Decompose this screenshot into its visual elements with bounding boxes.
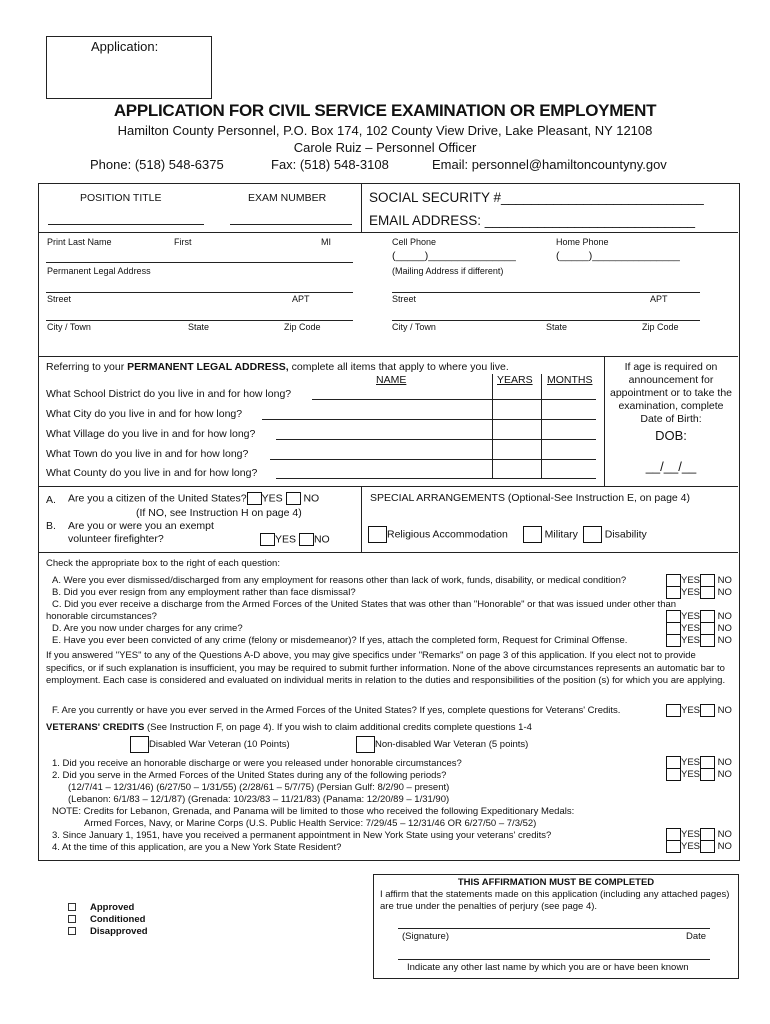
signature-field[interactable] bbox=[398, 919, 710, 929]
page-title: APPLICATION FOR CIVIL SERVICE EXAMINATION OR EMPLOYMENT bbox=[113, 101, 657, 120]
email-field[interactable]: EMAIL ADDRESS: ____________________________ bbox=[369, 213, 696, 228]
header-address: Hamilton County Personnel, P.O. Box 174, 102 County View Drive, Lake Pleasant, NY 12108 bbox=[117, 123, 653, 138]
veterans-periods-2: (Lebanon: 6/1/83 – 12/1/87) (Grenada: 10/23/83 – 11/21/83) (Panama: 12/20/89 – 1/31/90) bbox=[68, 794, 450, 805]
citizen-no-checkbox[interactable] bbox=[286, 492, 301, 505]
residence-question: What School District do you live in and for how long? bbox=[46, 388, 292, 400]
col-name-header: NAME bbox=[376, 374, 407, 386]
disapproved-checkbox[interactable] bbox=[68, 927, 76, 935]
citizen-note: (If NO, see Instruction H on page 4) bbox=[136, 507, 302, 519]
first-name-label: First bbox=[174, 237, 192, 247]
other-name-field[interactable] bbox=[398, 950, 710, 960]
conduct-question-c-cont: honorable circumstances? bbox=[46, 611, 157, 622]
veterans-yn-3: YES NO bbox=[666, 828, 732, 841]
perm-city-field[interactable] bbox=[46, 308, 353, 321]
residence-question: What Village do you live in and for how long? bbox=[46, 428, 256, 440]
veterans-q1: 1. Did you receive an honorable discharge or were you released under honorable circumstances? bbox=[52, 758, 462, 769]
conduct-remarks: If you answered "YES" to any of the Questions A-D above, you may give specifics under "Remarks" on page 3 of this application. If you elect not to provide specifics, or if such explanation is insufficient, you may be required to submit further information. None of the above circumstances represents an automatic bar to employment. Each case is considered and evaluated on individual merits in relation to the duties and responsibilities of the position (s) for which you are applying. bbox=[46, 650, 726, 686]
affirmation-text: I affirm that the statements made on this application (including any attached pages) are true under the penalties of perjury (see page 4). bbox=[380, 889, 730, 912]
exam-number-label: EXAM NUMBER bbox=[248, 192, 327, 204]
veterans-note-1: NOTE: Credits for Lebanon, Grenada, and Panama will be limited to those who received the following Expeditionary Medals: bbox=[52, 806, 575, 817]
veterans-q2: 2. Did you serve in the Armed Forces of the United States during any of the following periods? bbox=[52, 770, 447, 781]
military-checkbox[interactable] bbox=[523, 526, 542, 543]
residence-answer[interactable] bbox=[312, 386, 596, 400]
firefighter-options: YES NO bbox=[260, 533, 330, 546]
yes-checkbox[interactable] bbox=[666, 586, 681, 599]
street-label: Street bbox=[47, 294, 72, 304]
position-title-field[interactable] bbox=[48, 211, 204, 225]
citizen-yes-checkbox[interactable] bbox=[247, 492, 262, 505]
yes-checkbox[interactable] bbox=[666, 634, 681, 647]
divider bbox=[38, 552, 738, 553]
special-options: Religious Accommodation Military Disability bbox=[368, 526, 647, 543]
signature-label: (Signature) bbox=[402, 931, 449, 942]
header-fax: Fax: (518) 548-3108 bbox=[271, 157, 389, 172]
header-phone: Phone: (518) 548-6375 bbox=[90, 157, 224, 172]
state-label: State bbox=[188, 322, 210, 332]
cell-phone-label: Cell Phone bbox=[392, 237, 437, 247]
street-label: Street bbox=[392, 294, 417, 304]
mailing-address-label: (Mailing Address if different) bbox=[392, 266, 504, 276]
no-checkbox[interactable] bbox=[700, 704, 715, 717]
conduct-question-e: E. Have you ever been convicted of any crime (felony or misdemeanor)? If yes, attach the completed form, Request for Criminal Offense. bbox=[52, 635, 628, 646]
veterans-note-2: Armed Forces, Navy, or Marine Corps (U.S. Public Health Service: 7/29/45 – 12/31/46 OR 6/27/50 – 7/3/52) bbox=[84, 818, 537, 829]
residence-question: What County do you live in and for how long? bbox=[46, 467, 258, 479]
approved-checkbox[interactable] bbox=[68, 903, 76, 911]
firefighter-question-2: volunteer firefighter? bbox=[68, 533, 164, 545]
disabled-veteran-option: Disabled War Veteran (10 Points) bbox=[130, 736, 290, 753]
col-years-header: YEARS bbox=[497, 374, 533, 386]
last-name-label: Print Last Name bbox=[47, 237, 112, 247]
name-field[interactable] bbox=[46, 248, 353, 263]
conduct-question-b: B. Did you ever resign from any employment rather than face dismissal? bbox=[52, 587, 356, 598]
date-label: Date bbox=[686, 931, 707, 942]
residence-answer[interactable] bbox=[270, 446, 596, 460]
divider bbox=[361, 183, 362, 232]
veterans-q3: 3. Since January 1, 1951, have you received a permanent appointment in New York State using your veterans' credits? bbox=[52, 830, 552, 841]
mi-label: MI bbox=[321, 237, 331, 247]
home-phone-label: Home Phone bbox=[556, 237, 609, 247]
conditioned-checkbox[interactable] bbox=[68, 915, 76, 923]
conduct-intro: Check the appropriate box to the right of each question: bbox=[46, 558, 280, 569]
firefighter-yes-checkbox[interactable] bbox=[260, 533, 275, 546]
other-name-label: Indicate any other last name by which you are or have been known bbox=[407, 962, 689, 973]
status-disapproved: Disapproved bbox=[68, 926, 148, 937]
disabled-veteran-checkbox[interactable] bbox=[130, 736, 149, 753]
no-checkbox[interactable] bbox=[700, 840, 715, 853]
veterans-yn-2: YES NO bbox=[666, 768, 732, 781]
mail-city-field[interactable] bbox=[392, 308, 700, 321]
apt-label: APT bbox=[292, 294, 310, 304]
age-note: If age is required on announcement for appointment or to take the examination, complete Date of Birth: bbox=[610, 361, 732, 425]
citizen-question: Are you a citizen of the United States? YES NO bbox=[68, 492, 320, 505]
perm-street-field[interactable] bbox=[46, 280, 353, 293]
conduct-yn-d: YES NO bbox=[666, 622, 732, 635]
residence-intro: Referring to your PERMANENT LEGAL ADDRESS, complete all items that apply to where you live. bbox=[46, 361, 509, 373]
citizen-a-label: A. bbox=[46, 494, 56, 506]
yes-checkbox[interactable] bbox=[666, 768, 681, 781]
residence-question: What Town do you live in and for how long? bbox=[46, 448, 249, 460]
non-disabled-veteran-option: Non-disabled War Veteran (5 points) bbox=[356, 736, 528, 753]
divider bbox=[361, 486, 362, 552]
status-approved: Approved bbox=[68, 902, 134, 913]
armed-forces-question: F. Are you currently or have you ever served in the Armed Forces of the United States? If yes, complete questions for Veterans' Credits. bbox=[52, 705, 621, 716]
conduct-yn-c: YES NO bbox=[666, 610, 732, 623]
yes-checkbox[interactable] bbox=[666, 840, 681, 853]
home-phone-field[interactable]: (_____)_______________ bbox=[556, 250, 680, 262]
special-arrangements-title: SPECIAL ARRANGEMENTS (Optional-See Instruction E, on page 4) bbox=[370, 492, 690, 504]
firefighter-b-label: B. bbox=[46, 520, 56, 532]
conduct-yn-e: YES NO bbox=[666, 634, 732, 647]
veterans-periods-1: (12/7/41 – 12/31/46) (6/27/50 – 1/31/55) (2/28/61 – 5/7/75) (Persian Gulf: 8/2/90 – present) bbox=[68, 782, 450, 793]
affirmation-title: THIS AFFIRMATION MUST BE COMPLETED bbox=[457, 877, 655, 888]
divider bbox=[38, 356, 738, 357]
armed-forces-yn: YES NO bbox=[666, 704, 732, 717]
dob-label: DOB: bbox=[655, 428, 687, 443]
residence-answer[interactable] bbox=[262, 406, 596, 420]
zip-label: Zip Code bbox=[642, 322, 679, 332]
dob-field[interactable]: __/__/__ bbox=[645, 459, 697, 474]
conduct-question-a: A. Were you ever dismissed/discharged from any employment for reasons other than lack of work, funds, disability, or medical condition? bbox=[52, 575, 627, 586]
city-label: City / Town bbox=[392, 322, 436, 332]
conduct-question-c: C. Did you ever receive a discharge from the Armed Forces of the United States that was other than "Honorable" or that was issued under other than bbox=[52, 599, 677, 610]
col-months-header: MONTHS bbox=[547, 374, 593, 386]
divider bbox=[38, 232, 738, 233]
mail-street-field[interactable] bbox=[392, 280, 700, 293]
apt-label: APT bbox=[650, 294, 668, 304]
veterans-yn-4: YES NO bbox=[666, 840, 732, 853]
affirmation-box bbox=[373, 874, 739, 979]
city-label: City / Town bbox=[47, 322, 91, 332]
divider bbox=[38, 486, 738, 487]
residence-answer[interactable] bbox=[276, 426, 596, 440]
no-checkbox[interactable] bbox=[700, 634, 715, 647]
residence-question: What City do you live in and for how long? bbox=[46, 408, 243, 420]
no-checkbox[interactable] bbox=[700, 768, 715, 781]
zip-label: Zip Code bbox=[284, 322, 321, 332]
perm-address-label: Permanent Legal Address bbox=[47, 266, 151, 276]
conduct-yn-b: YES NO bbox=[666, 586, 732, 599]
firefighter-question: Are you or were you an exempt bbox=[68, 520, 214, 532]
no-checkbox[interactable] bbox=[700, 586, 715, 599]
header-email: Email: personnel@hamiltoncountyny.gov bbox=[432, 157, 667, 172]
disability-checkbox[interactable] bbox=[583, 526, 602, 543]
firefighter-no-checkbox[interactable] bbox=[299, 533, 314, 546]
cell-phone-field[interactable]: (_____)_______________ bbox=[392, 250, 516, 262]
ssn-field[interactable]: SOCIAL SECURITY #___________________________ bbox=[369, 190, 704, 205]
header-officer: Carole Ruiz – Personnel Officer bbox=[293, 140, 477, 155]
veterans-q4: 4. At the time of this application, are you a New York State Resident? bbox=[52, 842, 342, 853]
divider bbox=[604, 356, 605, 486]
conduct-question-d: D. Are you now under charges for any crime? bbox=[52, 623, 243, 634]
non-disabled-veteran-checkbox[interactable] bbox=[356, 736, 375, 753]
position-title-label: POSITION TITLE bbox=[80, 192, 162, 204]
application-label: Application: bbox=[91, 39, 159, 54]
exam-number-field[interactable] bbox=[230, 211, 352, 225]
veterans-intro: VETERANS' CREDITS (See Instruction F, on page 4). If you wish to claim additional credits complete questions 1-4 bbox=[46, 722, 532, 733]
religious-checkbox[interactable] bbox=[368, 526, 387, 543]
application-box[interactable] bbox=[46, 36, 212, 99]
state-label: State bbox=[546, 322, 568, 332]
yes-checkbox[interactable] bbox=[666, 704, 681, 717]
conduct-yn-a: YES NO bbox=[666, 574, 732, 587]
veterans-yn-1: YES NO bbox=[666, 756, 732, 769]
residence-answer[interactable] bbox=[276, 465, 596, 479]
status-conditioned: Conditioned bbox=[68, 914, 145, 925]
